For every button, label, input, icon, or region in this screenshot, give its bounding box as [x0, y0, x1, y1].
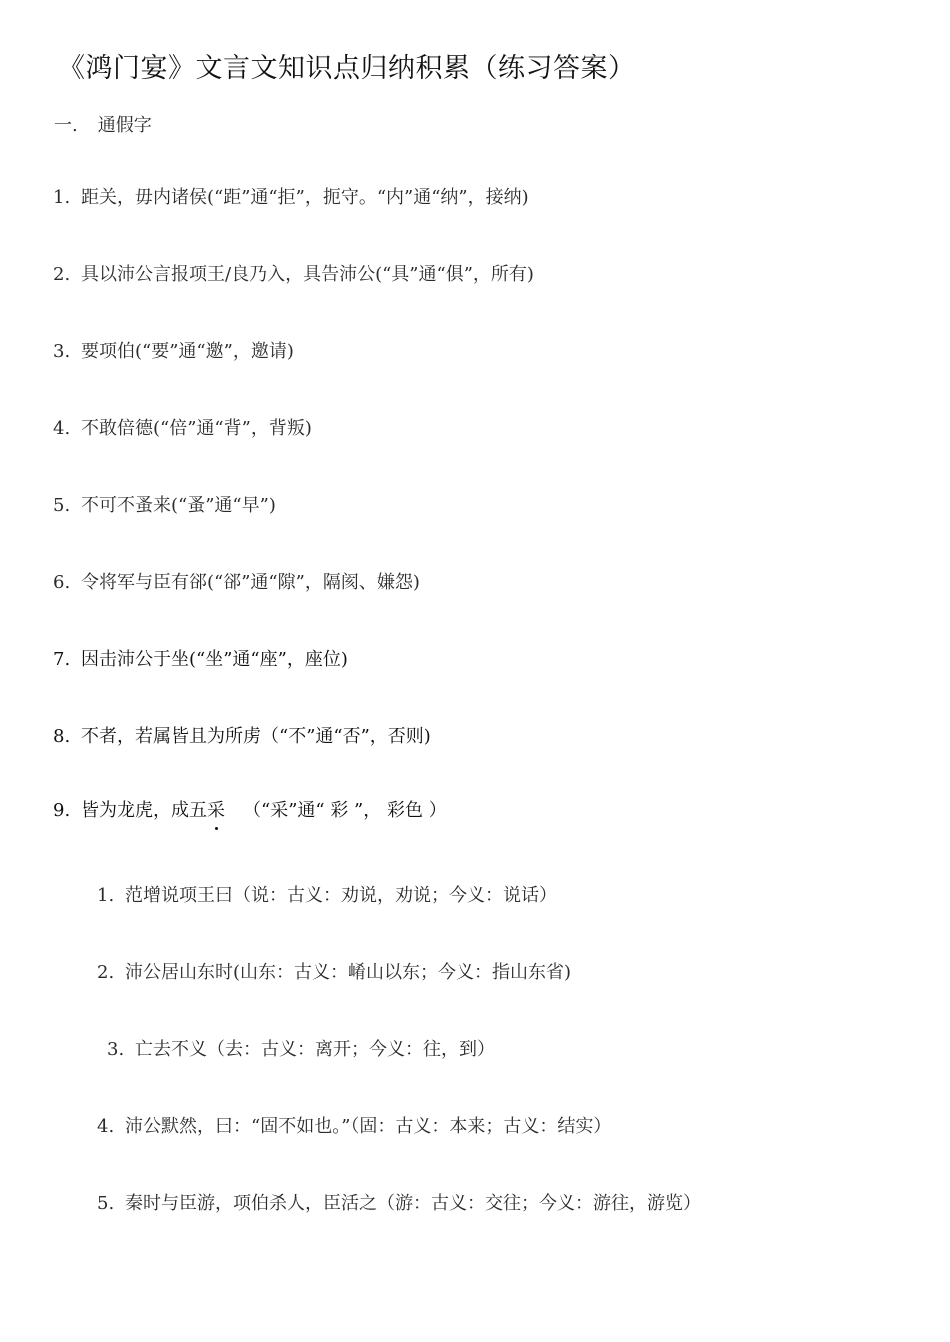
list-item-number: 3.: [53, 341, 71, 362]
list-item-text: 秦时与臣游，项伯杀人，臣活之（游：古义：交往；今义：游往，游览）: [125, 1193, 701, 1214]
list-item-text: 沛公居山东时(山东：古义：崤山以东；今义：指山东省): [125, 962, 572, 983]
list-item-text: 具以沛公言报项王/良乃入，具告沛公(“具”通“俱”，所有): [81, 264, 534, 285]
list-item-text: 范增说项王曰（说：古义：劝说，劝说；今义：说话）: [125, 885, 557, 906]
list-item-number: 4.: [53, 418, 71, 439]
list-item-number: 3.: [107, 1039, 125, 1060]
list-item-gujin-5: [97, 1189, 701, 1215]
list-item-text: 要项伯(“要”通“邀”，邀请): [81, 341, 294, 362]
list-item-number: 5.: [53, 495, 71, 516]
list-item-text: 不可不蚤来(“蚤”通“早”): [81, 495, 276, 516]
section-heading-tongjiazi: [54, 111, 152, 137]
list-item-text: 亡去不义（去：古义：离开；今义：往，到）: [135, 1039, 495, 1060]
list-item-number: 1.: [53, 187, 71, 208]
list-item-number: 1.: [97, 885, 115, 906]
list-item-number: 5.: [97, 1193, 115, 1214]
list-item-number: 4.: [97, 1116, 115, 1137]
list-item-tongjia-4: [53, 414, 312, 440]
list-item-number: 6.: [53, 572, 71, 593]
list-item-gujin-1: [97, 881, 557, 907]
list-item-tongjia-9: [53, 796, 447, 822]
list-item-number: 2.: [53, 264, 71, 285]
page-title: 《鸿门宴》文言文知识点归纳积累（练习答案）: [58, 53, 636, 84]
list-item-text: 距关，毋内诸侯(“距”通“拒”，扼守。“内”通“纳”，接纳): [81, 187, 529, 208]
list-item-tongjia-2: [53, 260, 534, 286]
list-item-text-before: 皆为龙虎，成五: [81, 800, 207, 821]
list-item-tongjia-7: [53, 645, 348, 671]
list-item-text: 因击沛公于坐(“坐”通“座”，座位): [81, 649, 348, 670]
list-item-text: 不者，若属皆且为所虏（“不”通“否”，否则): [81, 726, 431, 747]
list-item-number: 9.: [53, 800, 71, 821]
list-item-tongjia-6: [53, 568, 420, 594]
list-item-text: 沛公默然，曰：“固不如也。”（固：古义：本来；古义：结实）: [125, 1116, 612, 1137]
list-item-number: 2.: [97, 962, 115, 983]
list-item-number: 7.: [53, 649, 71, 670]
section-number: 一.: [54, 115, 78, 136]
list-item-tongjia-3: [53, 337, 294, 363]
list-item-tongjia-1: [53, 183, 529, 209]
emphasis-dotted-char: 采: [207, 796, 225, 822]
list-item-gujin-4: [97, 1112, 611, 1138]
list-item-number: 8.: [53, 726, 71, 747]
list-item-text-after: （“采”通“ 彩 ”， 彩色 ）: [243, 800, 447, 821]
list-item-text: 不敢倍德(“倍”通“背”，背叛): [81, 418, 312, 439]
list-item-gujin-2: [97, 958, 571, 984]
list-item-text: 令将军与臣有郤(“郤”通“隙”，隔阂、嫌怨): [81, 572, 420, 593]
section-heading-text: 通假字: [97, 115, 152, 136]
list-item-gujin-3: [107, 1035, 495, 1061]
list-item-tongjia-5: [53, 491, 276, 517]
list-item-tongjia-8: [53, 722, 431, 748]
